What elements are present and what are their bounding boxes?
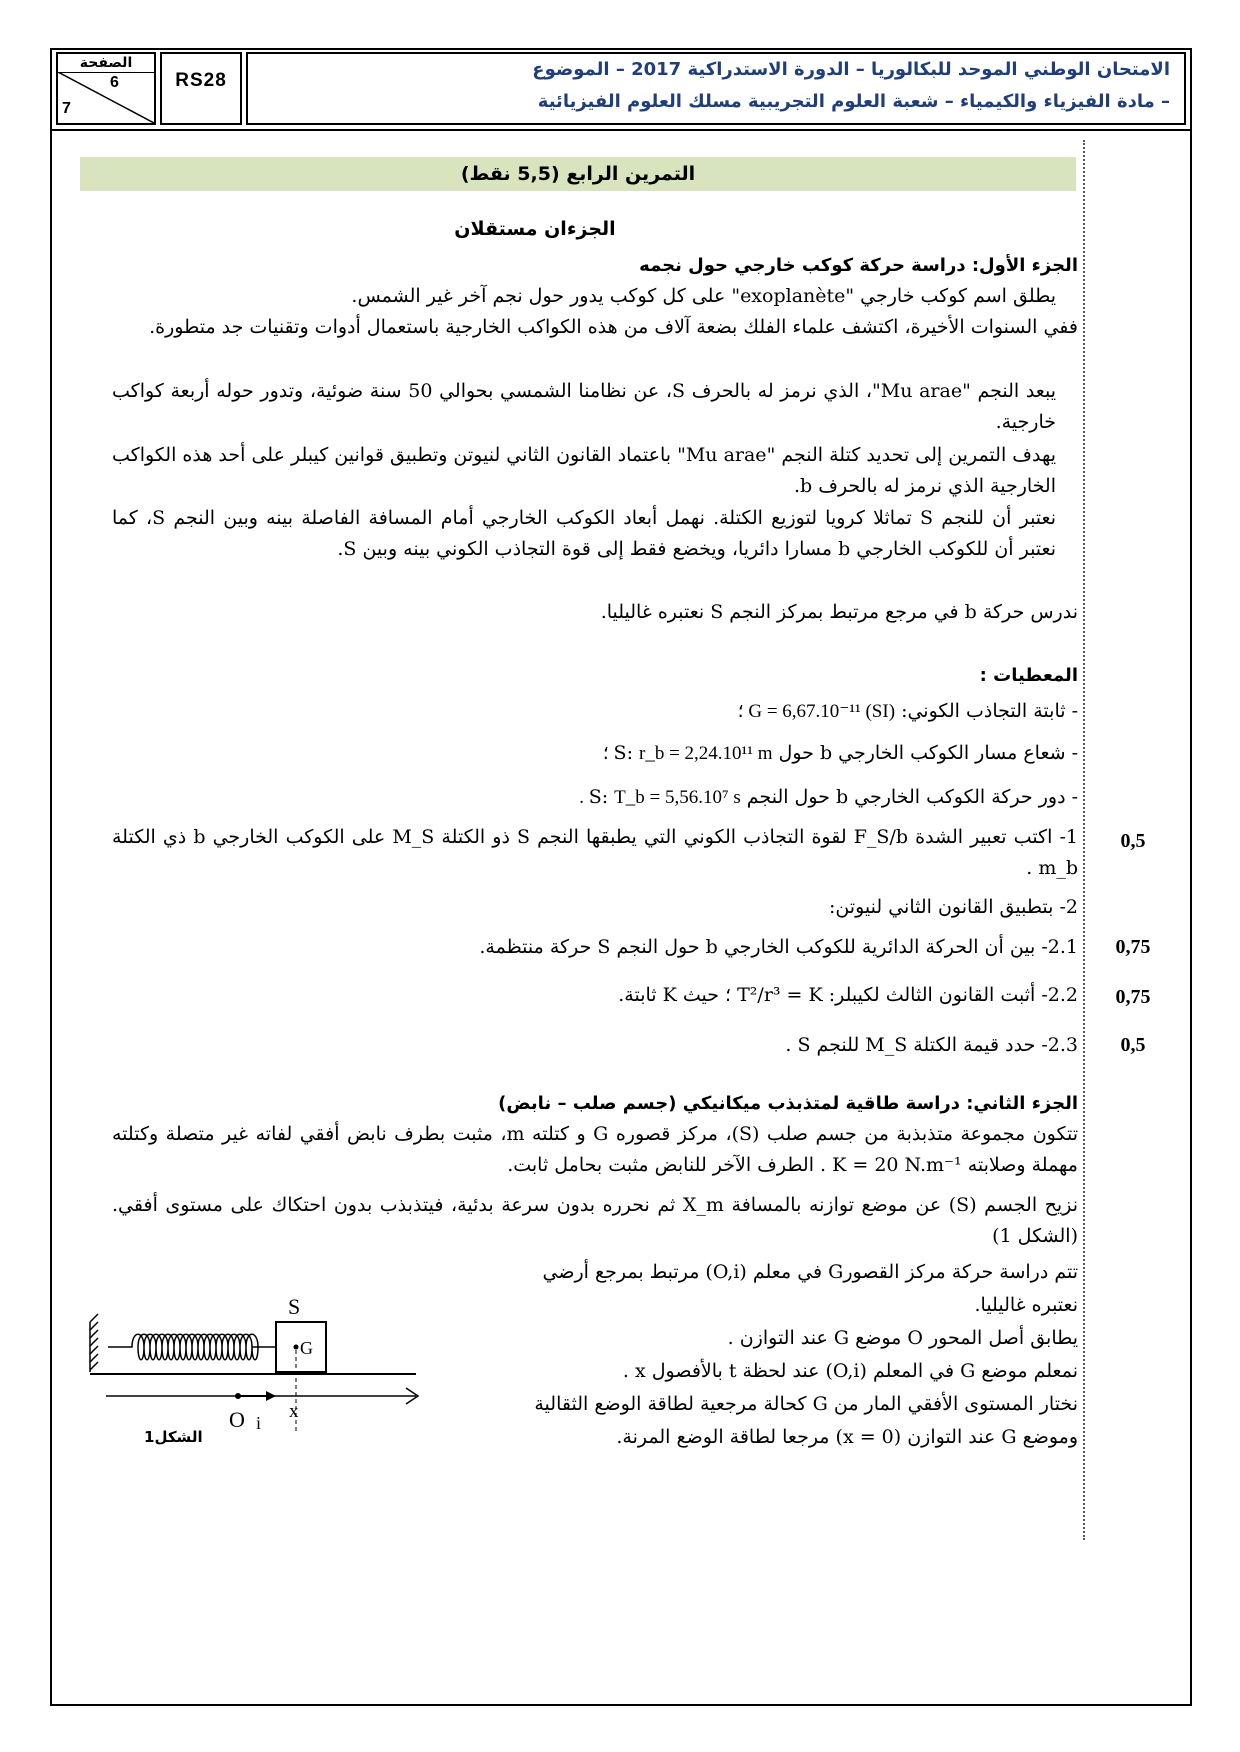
part2-paragraph-3: تتم دراسة حركة مركز القصورG في معلم (O,i) مرتبط بمرجع أرضي نعتبره غاليليا. bbox=[542, 1261, 1078, 1316]
center-of-mass-dot bbox=[294, 1345, 299, 1350]
data-gravitation-formula: G = 6,67.10⁻¹¹ (SI) ؛ bbox=[737, 701, 896, 722]
points-q22: 0,75 bbox=[1115, 986, 1151, 1008]
part1-paragraph-2: ففي السنوات الأخيرة، اكتشف علماء الفلك بضعة آلاف من هذه الكواكب الخارجية باستعمال أدوات وتقنيات جد متطورة. bbox=[149, 316, 1078, 338]
wall-support bbox=[90, 1314, 108, 1372]
unit-vector-label: i bbox=[256, 1413, 262, 1433]
data-period bbox=[112, 782, 1078, 813]
exam-title-box bbox=[246, 52, 1186, 125]
part1-paragraph-1: يطلق اسم كوكب خارجي "exoplanète" على كل كوكب يدور حول نجم آخر غير الشمس. bbox=[351, 285, 1056, 307]
data-gravitation-constant bbox=[112, 696, 1078, 727]
data-period-label: - دور حركة الكوكب الخارجي b حول النجم S: bbox=[588, 786, 1078, 808]
question-1: 1- اكتب تعبير الشدة F_S/b لقوة التجاذب الكوني التي يطبقها النجم S ذو الكتلة M_S على الكوكب الخارجي b ذي الكتلة m_b . bbox=[112, 826, 1078, 879]
part2-text-block bbox=[500, 1256, 1078, 1454]
part1-paragraph-5: نعتبر أن للنجم S تماثلا كرويا لتوزيع الكتلة. نهمل أبعاد الكوكب الخارجي أمام المسافة الفاصلة بينه وبين النجم S، كما نعتبر أن للكوكب الخارجي b مسارا دائريا، ويخضع فقط إلى قوة التجاذب الكوني بينه وبين S. bbox=[112, 507, 1056, 560]
data-orbit-radius-label: - شعاع مسار الكوكب الخارجي b حول S: bbox=[613, 742, 1078, 764]
points-q1: 0,5 bbox=[1120, 830, 1146, 852]
part2-paragraph-2: نزيح الجسم (S) عن موضع توازنه بالمسافة X_m ثم نحرره بدون سرعة بدئية، فيتذبذب بدون احتكاك على مستوى أفقي. (الشكل 1) bbox=[112, 1194, 1078, 1247]
question-2-3: 2.3- حدد قيمة الكتلة M_S للنجم S . bbox=[785, 1034, 1078, 1056]
figure-spring-mass bbox=[86, 1292, 486, 1482]
page-box-diagonal bbox=[58, 72, 154, 123]
question-2-1: 2.1- بين أن الحركة الدائرية للكوكب الخارجي b حول النجم S حركة منتظمة. bbox=[479, 936, 1078, 958]
data-orbit-radius-formula: r_b = 2,24.10¹¹ m ؛ bbox=[602, 743, 773, 764]
figure-caption: الشكل1 bbox=[144, 1428, 203, 1446]
data-title: المعطيات : bbox=[979, 665, 1078, 686]
data-gravitation-label: - ثابتة التجاذب الكوني: bbox=[901, 700, 1078, 722]
points-q23: 0,5 bbox=[1120, 1034, 1146, 1056]
question-2: 2- بتطبيق القانون الثاني لنيوتن: bbox=[828, 896, 1078, 918]
data-period-formula: T_b = 5,56.10⁷ s . bbox=[579, 787, 741, 808]
margin-divider bbox=[1083, 140, 1085, 1540]
body-label: S bbox=[288, 1294, 301, 1319]
question-2-2: 2.2- أثبت القانون الثالث لكيبلر: T²/r³ = K ؛ حيث K ثابتة. bbox=[618, 984, 1078, 1006]
points-q21: 0,75 bbox=[1115, 936, 1151, 958]
part2-paragraph-4: يطابق أصل المحور O موضع G عند التوازن . bbox=[727, 1327, 1078, 1349]
unit-vector-arrowhead bbox=[266, 1391, 276, 1401]
part2-paragraph-1: تتكون مجموعة متذبذبة من جسم صلب (S)، مركز قصوره G و كتلته m، مثبت بطرف نابض أفقي لفاته غير متصلة وكتلته مهملة وصلابته K = 20 N.m⁻¹ . الطرف الآخر للنابض مثبت بحامل ثابت. bbox=[112, 1123, 1078, 1176]
page-number-box bbox=[56, 52, 156, 125]
spring bbox=[108, 1334, 276, 1360]
part1-paragraph-3: يبعد النجم "Mu arae"، الذي نرمز له بالحرف S، عن نظامنا الشمسي بحوالي 50 سنة ضوئية، وتدور حوله أربعة كواكب خارجية. bbox=[112, 380, 1056, 433]
part1-title: الجزء الأول: دراسة حركة كوكب خارجي حول نجمه bbox=[639, 255, 1078, 276]
part2-paragraph-6: نختار المستوى الأفقي المار من G كحالة مرجعية لطاقة الوضع الثقالية وموضع G عند التوازن (x = 0) مرجعا لطاقة الوضع المرنة. bbox=[534, 1393, 1078, 1448]
part2-paragraph-5: نمعلم موضع G في المعلم (O,i) عند لحظة t بالأفصول x . bbox=[622, 1360, 1078, 1382]
page-label: الصفحة bbox=[58, 54, 154, 73]
axis-label: x bbox=[289, 1401, 299, 1422]
exam-title-line2: – مادة الفيزياء والكيمياء – شعبة العلوم التجريبية مسلك العلوم الفيزيائية bbox=[537, 91, 1170, 112]
part1-paragraph-4: يهدف التمرين إلى تحديد كتلة النجم "Mu arae" باعتماد القانون الثاني لنيوتن وتطبيق قوانين كيبلر على أحد هذه الكواكب الخارجية الذي نرمز له بالحرف b. bbox=[112, 444, 1056, 497]
exercise-title: التمرين الرابع (5,5 نقط) bbox=[80, 157, 1076, 191]
exam-code: RS28 bbox=[160, 52, 242, 125]
spring-mass-diagram bbox=[86, 1292, 486, 1482]
center-label: G bbox=[300, 1338, 313, 1358]
page-current: 6 bbox=[110, 74, 119, 91]
data-orbit-radius bbox=[112, 738, 1078, 769]
exercise-subtitle: الجزءان مستقلان bbox=[454, 218, 616, 240]
exam-title-line1: الامتحان الوطني الموحد للبكالوريا – الدورة الاستدراكية 2017 – الموضوع bbox=[532, 59, 1170, 80]
origin-label: O bbox=[229, 1407, 245, 1432]
part2-title: الجزء الثاني: دراسة طاقية لمتذبذب ميكانيكي (جسم صلب – نابض) bbox=[498, 1093, 1078, 1114]
page-total: 7 bbox=[62, 100, 71, 117]
part1-paragraph-6: ندرس حركة b في مرجع مرتبط بمركز النجم S نعتبره غاليليا. bbox=[600, 601, 1078, 623]
